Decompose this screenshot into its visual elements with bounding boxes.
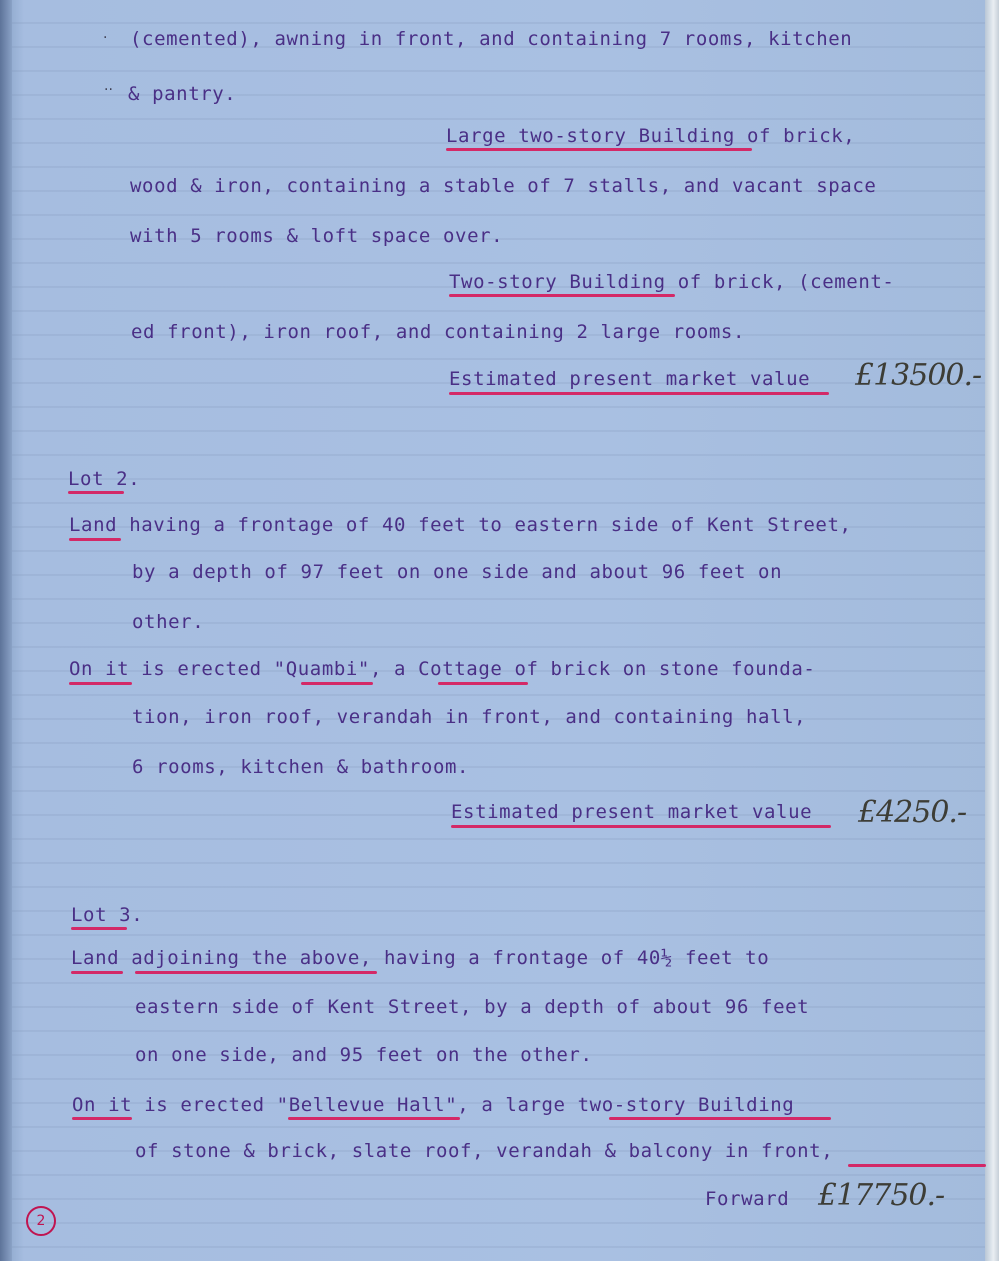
text-line: (cemented), awning in front, and containing 7 rooms, kitchen: [130, 28, 853, 50]
text-line: & pantry.: [128, 83, 237, 105]
underline: [135, 971, 377, 974]
underline: [71, 927, 127, 930]
underline: [69, 682, 132, 685]
underline: [446, 148, 752, 151]
underline: [848, 1164, 986, 1167]
text-line: on one side, and 95 feet on the other.: [135, 1044, 593, 1066]
text-line: On it is erected "Quambi", a Cottage of brick on stone founda-: [69, 658, 816, 680]
underline: [301, 682, 373, 685]
text-line: by a depth of 97 feet on one side and about 96 feet on: [132, 561, 783, 583]
text-line: with 5 rooms & loft space over.: [130, 225, 504, 247]
margin-mark: ·: [103, 30, 108, 46]
text-line: Estimated present market value: [449, 368, 811, 390]
underline: [451, 825, 831, 828]
underline: [449, 392, 829, 395]
underline: [71, 971, 123, 974]
page-number: 2: [26, 1206, 56, 1236]
page-edge: [985, 0, 999, 1261]
text-line: wood & iron, containing a stable of 7 stalls, and vacant space: [130, 175, 877, 197]
binding-edge: [0, 0, 12, 1261]
text-line: eastern side of Kent Street, by a depth of about 96 feet: [135, 996, 810, 1018]
underline: [438, 682, 528, 685]
text-line: of stone & brick, slate roof, verandah & balcony in front,: [135, 1140, 834, 1162]
text-line: On it is erected "Bellevue Hall", a large two-story Building: [72, 1094, 795, 1116]
text-line: Land adjoining the above, having a frontage of 40½ feet to: [71, 947, 770, 969]
text-line: 6 rooms, kitchen & bathroom.: [132, 756, 470, 778]
underline: [68, 491, 124, 494]
text-line: ed front), iron roof, and containing 2 large rooms.: [131, 321, 745, 343]
handwritten-value: £17750.-: [818, 1178, 945, 1213]
text-line: Two-story Building of brick, (cement-: [449, 271, 895, 293]
handwritten-value: £4250.-: [858, 795, 967, 830]
text-line: Large two-story Building of brick,: [446, 125, 856, 147]
forward-label: Forward: [705, 1188, 790, 1210]
text-line: tion, iron roof, verandah in front, and containing hall,: [132, 706, 807, 728]
underline: [449, 294, 675, 297]
margin-mark: ··: [104, 82, 113, 98]
text-line: Estimated present market value: [451, 801, 813, 823]
lot-heading: Lot 3.: [71, 904, 144, 926]
handwritten-value: £13500.-: [855, 358, 982, 393]
underline: [288, 1117, 460, 1120]
underline: [69, 538, 121, 541]
underline: [72, 1117, 132, 1120]
text-line: other.: [132, 611, 205, 633]
underline: [609, 1117, 831, 1120]
text-line: Land having a frontage of 40 feet to eastern side of Kent Street,: [69, 514, 852, 536]
lot-heading: Lot 2.: [68, 468, 141, 490]
